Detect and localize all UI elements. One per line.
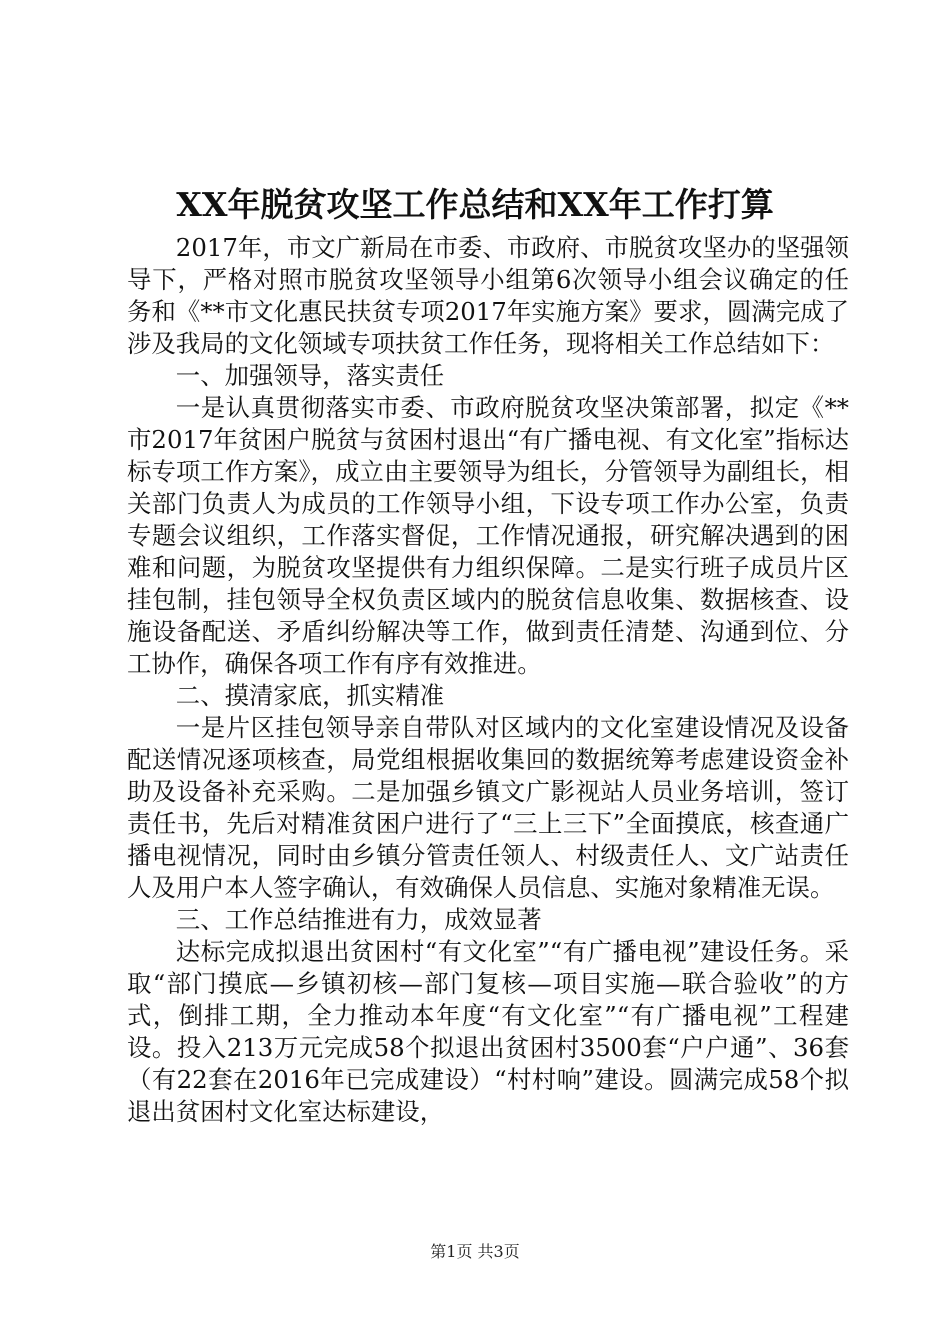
page-footer: 第1页 共3页 [430,1242,520,1261]
paragraph-intro: 2017年，市文广新局在市委、市政府、市脱贫攻坚办的坚强领导下，严格对照市脱贫攻坚领导小组第6次领导小组会议确定的任务和《**市文化惠民扶贫专项2017年实施方案》要求，圆满完成了涉及我局的文化领域专项扶贫工作任务，现将相关工作总结如下： [127,233,849,358]
section-heading-3: 三、工作总结推进有力，成效显著 [175,905,542,934]
paragraph-section-1: 一是认真贯彻落实市委、市政府脱贫攻坚决策部署，拟定《**市2017年贫困户脱贫与贫困村退出“有广播电视、有文化室”指标达标专项工作方案》，成立由主要领导为组长，分管领导为副组长，相关部门负责人为成员的工作领导小组，下设专项工作办公室，负责专题会议组织，工作落实督促，工作情况通报，研究解决遇到的困难和问题，为脱贫攻坚提供有力组织保障。二是实行班子成员片区挂包制，挂包领导全权负责区域内的脱贫信息收集、数据核查、设施设备配送、矛盾纠纷解决等工作，做到责任清楚、沟通到位、分工协作，确保各项工作有序有效推进。 [127,393,849,678]
paragraph-section-2: 一是片区挂包领导亲自带队对区域内的文化室建设情况及设备配送情况逐项核查，局党组根据收集回的数据统筹考虑建设资金补助及设备补充采购。二是加强乡镇文广影视站人员业务培训，签订责任书，先后对精准贫困户进行了“三上三下”全面摸底，核查通广播电视情况，同时由乡镇分管责任领人、村级责任人、文广站责任人及用户本人签字确认，有效确保人员信息、实施对象精准无误。 [127,713,849,902]
section-heading-2: 二、摸清家底，抓实精准 [175,681,445,710]
document-body [127,232,849,1128]
section-heading-1: 一、加强领导，落实责任 [175,361,445,390]
document-title: XX年脱贫攻坚工作总结和XX年工作打算 [176,185,774,224]
paragraph-section-3: 达标完成拟退出贫困村“有文化室”“有广播电视”建设任务。采取“部门摸底—乡镇初核—部门复核—项目实施—联合验收”的方式，倒排工期，全力推动本年度“有文化室”“有广播电视”工程建设。投入213万元完成58个拟退出贫困村3500套“户户通”、36套（有22套在2016年已完成建设）“村村响”建设。圆满完成58个拟退出贫困村文化室达标建设， [127,937,849,1126]
